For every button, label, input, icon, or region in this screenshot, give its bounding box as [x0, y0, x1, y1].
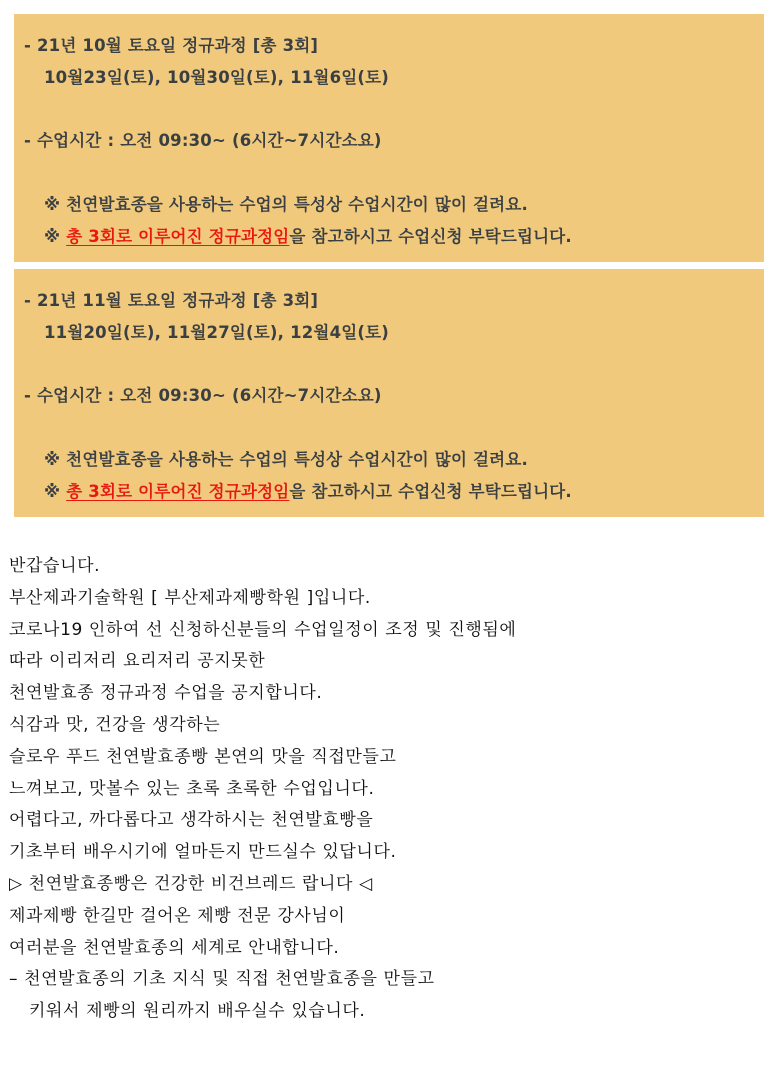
body-line: 어렵다고, 까다롭다고 생각하시는 천연발효빵을 — [9, 810, 374, 831]
body-line: ▷ 천연발효종빵은 건강한 비건브레드 랍니다 ◁ — [9, 873, 373, 894]
body-line: – 천연발효종의 기초 지식 및 직접 천연발효종을 만들고 — [9, 969, 435, 990]
note-highlight: 총 3회로 이루어진 정규과정임 — [66, 227, 290, 246]
announcement-body — [9, 551, 516, 1028]
body-line: 키워서 제빵의 원리까지 배우실수 있습니다. — [29, 1001, 366, 1022]
session-time: - 수업시간 : 오전 09:30~ (6시간~7시간소요) — [24, 386, 382, 405]
body-line: 따라 이리저리 요리저리 공지못한 — [9, 651, 266, 672]
session-note-2 — [44, 223, 572, 247]
session-dates: 11월20일(토), 11월27일(토), 12월4일(토) — [44, 323, 390, 342]
session-note-2 — [44, 478, 572, 502]
session-box-october — [14, 14, 764, 262]
body-line: 여러분을 천연발효종의 세계로 안내합니다. — [9, 937, 340, 958]
body-line: 제과제빵 한길만 걸어온 제빵 전문 강사님이 — [9, 905, 346, 926]
session-title: - 21년 11월 토요일 정규과정 [총 3회] — [24, 291, 319, 310]
body-line: 슬로우 푸드 천연발효종빵 본연의 맛을 직접만들고 — [9, 746, 397, 767]
body-line: 코로나19 인하여 선 신청하신분들의 수업일정이 조정 및 진행됨에 — [9, 619, 517, 640]
note-suffix: 을 참고하시고 수업신청 부탁드립니다. — [289, 227, 572, 246]
session-title: - 21년 10월 토요일 정규과정 [총 3회] — [24, 36, 319, 55]
session-time: - 수업시간 : 오전 09:30~ (6시간~7시간소요) — [24, 131, 382, 150]
body-line: 식감과 맛, 건강을 생각하는 — [9, 714, 221, 735]
session-note-1: ※ 천연발효종을 사용하는 수업의 특성상 수업시간이 많이 걸려요. — [44, 450, 528, 469]
note-prefix: ※ — [44, 227, 67, 246]
body-line: 반갑습니다. — [9, 556, 101, 576]
body-line: 기초부터 배우시기에 얼마든지 만드실수 있답니다. — [9, 842, 397, 863]
session-note-1: ※ 천연발효종을 사용하는 수업의 특성상 수업시간이 많이 걸려요. — [44, 195, 528, 214]
session-box-november — [14, 269, 764, 517]
note-suffix: 을 참고하시고 수업신청 부탁드립니다. — [289, 482, 572, 501]
session-dates: 10월23일(토), 10월30일(토), 11월6일(토) — [44, 68, 390, 87]
body-line: 천연발효종 정규과정 수업을 공지합니다. — [9, 683, 323, 704]
body-line: 느껴보고, 맛볼수 있는 초록 초록한 수업입니다. — [9, 778, 375, 799]
body-line: 부산제과기술학원 [ 부산제과제빵학원 ]입니다. — [9, 587, 371, 608]
note-prefix: ※ — [44, 482, 67, 501]
note-highlight: 총 3회로 이루어진 정규과정임 — [66, 482, 290, 501]
